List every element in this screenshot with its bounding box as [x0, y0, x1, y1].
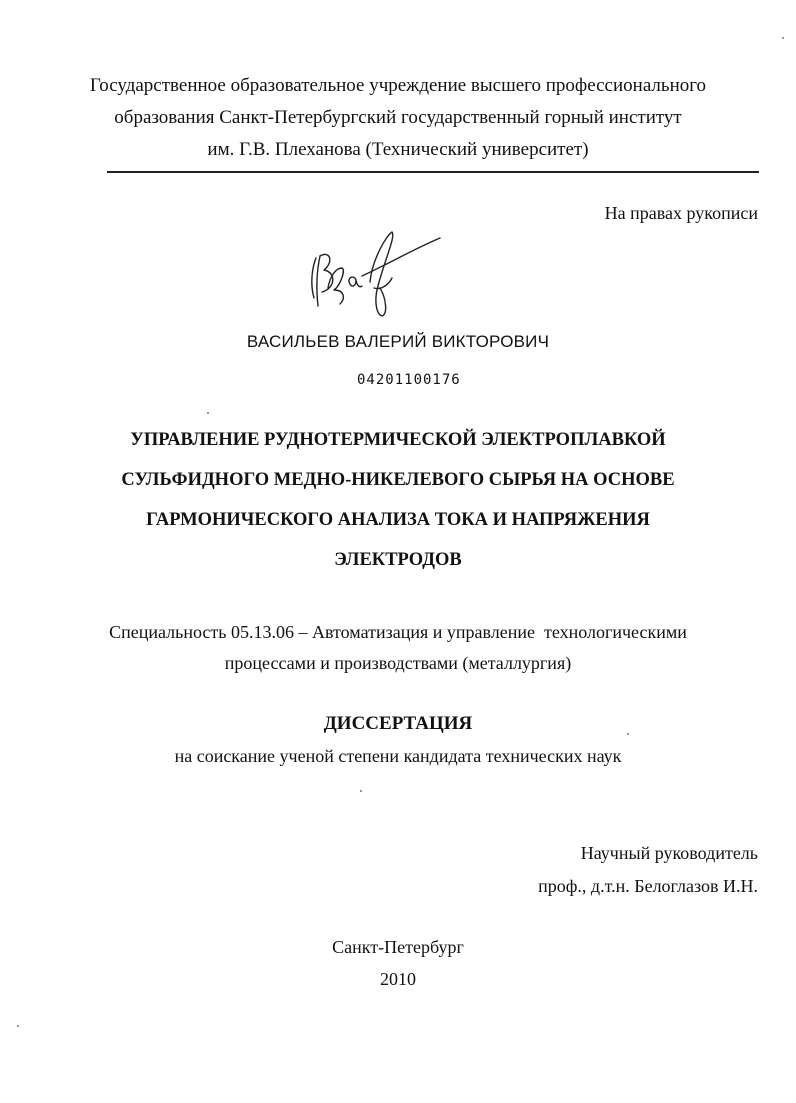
- institution-line-2: образования Санкт-Петербургский государственный горный институт: [114, 107, 682, 128]
- thesis-title-line-2: СУЛЬФИДНОГО МЕДНО-НИКЕЛЕВОГО СЫРЬЯ НА ОСНОВЕ: [121, 470, 675, 490]
- year: 2010: [380, 969, 416, 989]
- institution-line-3: им. Г.В. Плеханова (Технический университет): [207, 139, 589, 160]
- thesis-title-line-1: УПРАВЛЕНИЕ РУДНОТЕРМИЧЕСКОЙ ЭЛЕКТРОПЛАВКОЙ: [130, 430, 666, 450]
- thesis-title-line-4: ЭЛЕКТРОДОВ: [334, 550, 462, 570]
- document-type: ДИССЕРТАЦИЯ: [323, 713, 473, 734]
- scan-speck: [782, 37, 784, 39]
- author-signature: [300, 228, 445, 318]
- specialty: [0, 617, 796, 679]
- rights-note: На правах рукописи: [604, 203, 758, 223]
- scan-speck: [17, 1025, 19, 1027]
- specialty-line-2: процессами и производствами (металлургия): [224, 653, 572, 673]
- specialty-line-1: Специальность 05.13.06 – Автоматизация и управление технологическими: [109, 622, 687, 642]
- thesis-title: [0, 420, 796, 580]
- catalog-code: 04201100176: [357, 372, 461, 388]
- institution-line-1: Государственное образовательное учреждение высшего профессионального: [89, 75, 707, 96]
- institution-header: [0, 70, 796, 166]
- header-divider: [107, 171, 759, 173]
- city: Санкт-Петербург: [332, 937, 464, 957]
- scan-speck: [207, 412, 209, 414]
- advisor-name: проф., д.т.н. Белоглазов И.Н.: [538, 876, 758, 896]
- degree-line: на соискание ученой степени кандидата технических наук: [174, 746, 622, 766]
- thesis-title-line-3: ГАРМОНИЧЕСКОГО АНАЛИЗА ТОКА И НАПРЯЖЕНИЯ: [146, 510, 650, 530]
- scan-speck: [360, 790, 362, 792]
- scan-speck: [627, 733, 629, 735]
- author-name: ВАСИЛЬЕВ ВАЛЕРИЙ ВИКТОРОВИЧ: [246, 332, 550, 351]
- advisor-role: Научный руководитель: [580, 843, 758, 863]
